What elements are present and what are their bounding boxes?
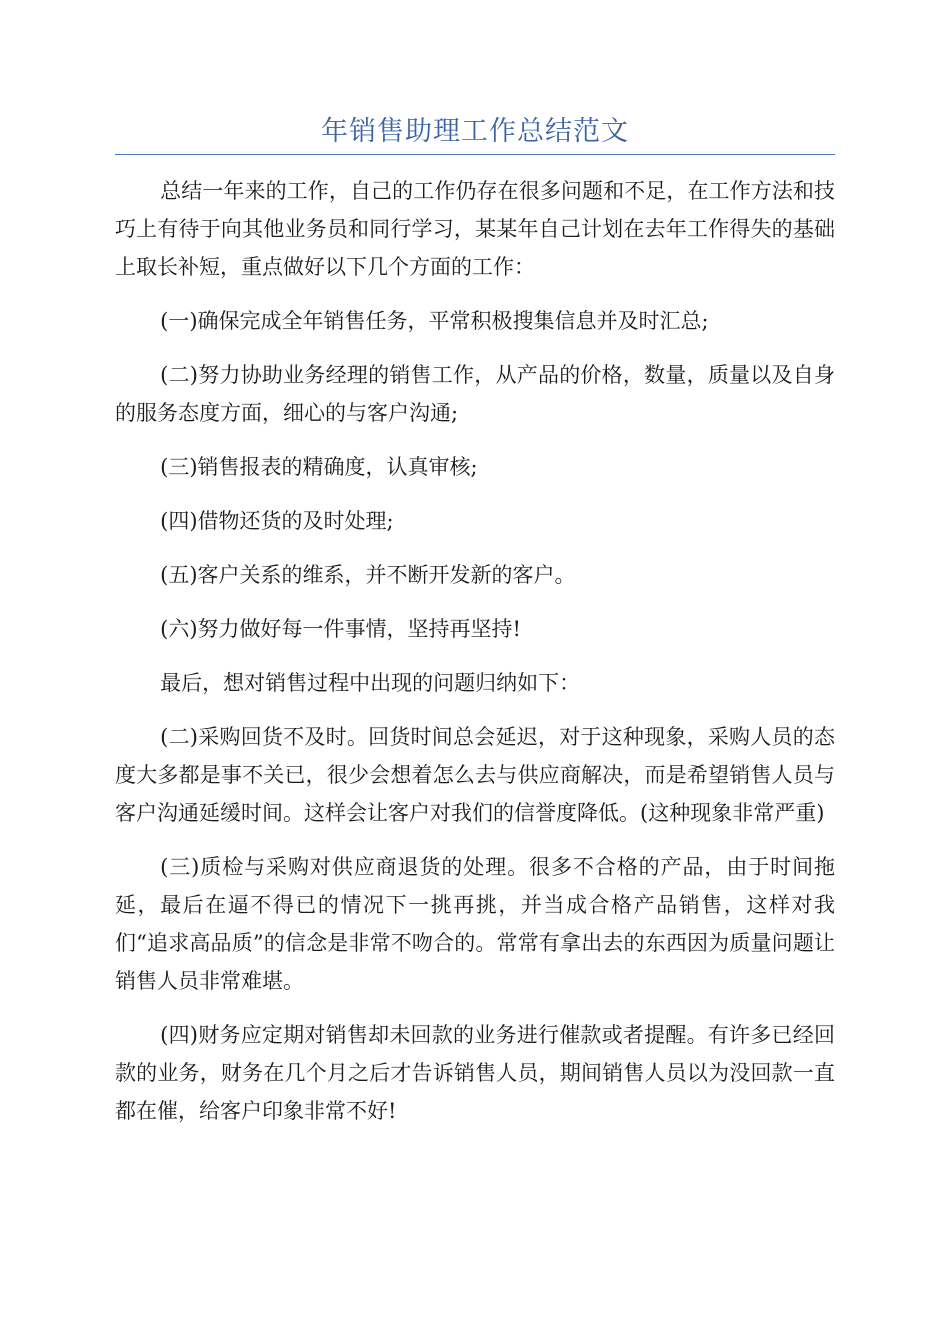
paragraph-item-5: (五)客户关系的维系，并不断开发新的客户。 xyxy=(160,563,576,587)
paragraph-intro: 总结一年来的工作，自己的工作仍存在很多问题和不足，在工作方法和技巧上有待于向其他业务员和同行学习，某某年自己计划在去年工作得失的基础上取长补短，重点做好以下几个方面的工作： xyxy=(115,179,835,279)
paragraph-item-1: (一)确保完成全年销售任务，平常积极搜集信息并及时汇总; xyxy=(160,309,709,333)
document-body xyxy=(115,172,835,1146)
paragraph-item-6: (六)努力做好每一件事情，坚持再坚持! xyxy=(160,617,521,641)
paragraph-issue-4: (四)财务应定期对销售却未回款的业务进行催款或者提醒。有许多已经回款的业务，财务在几个月之后才告诉销售人员，期间销售人员以为没回款一直都在催，给客户印象非常不好! xyxy=(115,1023,835,1123)
paragraph-item-3: (三)销售报表的精确度，认真审核; xyxy=(160,455,478,479)
paragraph-issue-3: (三)质检与采购对供应商退货的处理。很多不合格的产品，由于时间拖延，最后在逼不得已的情况下一挑再挑，并当成合格产品销售，这样对我们“追求高品质”的信念是非常不吻合的。常常有拿出去的东西因为质量问题让销售人员非常难堪。 xyxy=(115,855,835,993)
paragraph-item-2: (二)努力协助业务经理的销售工作，从产品的价格，数量，质量以及自身的服务态度方面，细心的与客户沟通; xyxy=(115,363,835,425)
paragraph-summary-intro: 最后，想对销售过程中出现的问题归纳如下： xyxy=(160,671,581,695)
document-title: 年销售助理工作总结范文 xyxy=(321,116,629,147)
paragraph-issue-2: (二)采购回货不及时。回货时间总会延迟，对于这种现象，采购人员的态度大多都是事不关已，很少会想着怎么去与供应商解决，而是希望销售人员与客户沟通延缓时间。这样会让客户对我们的信誉度降低。(这种现象非常严重) xyxy=(115,725,835,825)
paragraph-item-4: (四)借物还货的及时处理; xyxy=(160,509,394,533)
title-underline xyxy=(115,154,835,155)
